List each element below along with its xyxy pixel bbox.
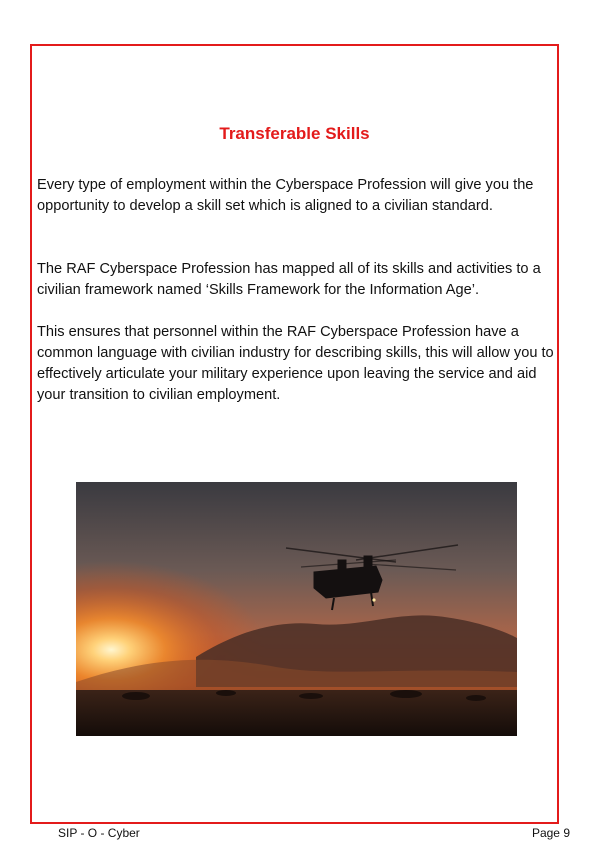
paragraph-framework: The RAF Cyberspace Profession has mapped all of its skills and activities to a civilian framework named ‘Skills Framework for the Information Age’.: [37, 261, 541, 298]
footer-document-code: SIP - O - Cyber: [58, 826, 140, 840]
paragraph-language: This ensures that personnel within the RAF Cyberspace Profession have a common language with civilian industry for describing skills, this will allow you to effectively articulate your military experience upon leaving the service and aid your transition to civilian employment.: [37, 324, 554, 403]
page-title: Transferable Skills: [219, 124, 370, 143]
paragraph-employment: Every type of employment within the Cyberspace Profession will give you the opportunity to develop a skill set which is aligned to a civilian standard.: [37, 177, 534, 214]
footer-page-number: Page 9: [531, 826, 570, 840]
helicopter-sunset-photo: [76, 482, 517, 736]
